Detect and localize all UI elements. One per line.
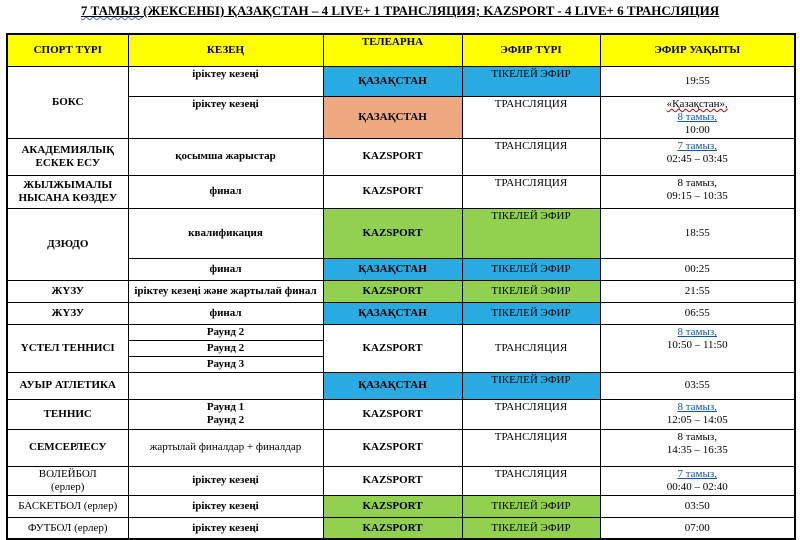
air-time-cell	[600, 208, 795, 258]
air-time-cell	[600, 517, 795, 539]
cell-line: KAZSPORT	[362, 150, 423, 163]
cell-line: ДЗЮДО	[47, 237, 89, 250]
cell-line: 8 тамыз,	[677, 430, 718, 443]
broadcast-type-cell	[462, 175, 600, 208]
air-time-cell	[600, 280, 795, 302]
stage-cell	[128, 208, 323, 258]
channel-cell	[323, 67, 462, 97]
cell-line: 19:55	[684, 75, 710, 88]
cell-line: қосымша жарыстар	[175, 150, 276, 163]
cell-line: ВОЛЕЙБОЛ	[38, 467, 97, 480]
time-line	[603, 140, 793, 153]
cell-line: ФУТБОЛ (ерлер)	[27, 521, 108, 534]
table-row	[7, 429, 795, 466]
channel-cell	[323, 495, 462, 517]
cell-line: 14:35 – 16:35	[666, 443, 728, 456]
table-row	[7, 138, 795, 175]
sport-cell	[7, 138, 128, 175]
cell-line: АУЫР АТЛЕТИКА	[19, 379, 116, 392]
column-header: ТЕЛЕАРНА	[323, 34, 462, 67]
stage-cell	[128, 324, 323, 340]
broadcast-type-cell	[462, 429, 600, 466]
table-row	[7, 372, 795, 399]
cell-line: ТІКЕЛЕЙ ЭФИР	[491, 284, 571, 297]
cell-line: 03:50	[684, 499, 710, 512]
stage-cell	[128, 340, 323, 356]
cell-line: финал	[209, 262, 242, 275]
broadcast-type-cell	[462, 517, 600, 539]
time-line	[603, 111, 793, 124]
air-time-cell	[600, 175, 795, 208]
sport-cell	[7, 67, 128, 139]
cell-line: KAZSPORT	[362, 499, 423, 512]
table-row	[7, 466, 795, 495]
stage-cell	[128, 517, 323, 539]
table-row	[7, 324, 795, 340]
cell-line: 06:55	[684, 306, 710, 319]
stage-cell	[128, 372, 323, 399]
cell-line: іріктеу кезеңі	[192, 474, 259, 487]
air-time-cell	[600, 466, 795, 495]
cell-line: 21:55	[684, 284, 710, 297]
time-line	[603, 401, 793, 414]
air-time-cell	[600, 97, 795, 139]
channel-cell	[323, 258, 462, 280]
sport-cell	[7, 302, 128, 324]
date-link[interactable]: 8 тамыз,	[677, 401, 718, 414]
broadcast-type-cell	[462, 97, 600, 139]
cell-line: ТРАНСЛЯЦИЯ	[494, 341, 568, 354]
table-row	[7, 208, 795, 258]
date-link[interactable]: 8 тамыз,	[677, 110, 718, 123]
broadcast-type-cell	[462, 258, 600, 280]
spellchecked-text: «Қазақстан»,	[666, 98, 728, 110]
date-link[interactable]: 8 тамыз,	[677, 325, 718, 338]
sport-cell	[7, 429, 128, 466]
broadcast-type-cell	[462, 324, 600, 372]
stage-cell	[128, 280, 323, 302]
broadcast-type-cell	[462, 399, 600, 429]
cell-line: финал	[209, 185, 242, 198]
sport-cell	[7, 280, 128, 302]
title-text: (ЖЕКСЕНБІ) ҚАЗАҚСТАН – 4 LIVE+ 1 ТРАНСЛЯЦИЯ; KAZSPORT - 4 LIVE+ 6 ТРАНСЛЯЦИЯ	[143, 3, 720, 18]
cell-line: ТРАНСЛЯЦИЯ	[494, 467, 568, 480]
broadcast-type-cell	[462, 372, 600, 399]
sport-cell	[7, 372, 128, 399]
table-body	[7, 67, 795, 540]
cell-line: СЕМСЕРЛЕСУ	[29, 441, 107, 454]
cell-line: 09:15 – 10:35	[666, 189, 728, 202]
cell-line: (ерлер)	[51, 480, 85, 493]
cell-line: ЕСКЕК ЕСУ	[35, 156, 101, 169]
broadcast-type-cell	[462, 466, 600, 495]
sport-cell	[7, 466, 128, 495]
cell-line: Раунд 1	[206, 401, 245, 414]
channel-cell	[323, 302, 462, 324]
air-time-cell	[600, 372, 795, 399]
air-time-cell	[600, 495, 795, 517]
channel-cell	[323, 399, 462, 429]
cell-line: ТІКЕЛЕЙ ЭФИР	[491, 306, 571, 319]
cell-line: БОКС	[52, 95, 84, 108]
cell-line: 10:50 – 11:50	[666, 338, 728, 351]
stage-cell	[128, 495, 323, 517]
cell-line: БАСКЕТБОЛ (ерлер)	[18, 499, 118, 512]
column-header: КЕЗЕҢ	[128, 34, 323, 67]
cell-line: 12:05 – 14:05	[666, 414, 728, 427]
document-title	[0, 3, 800, 18]
stage-cell	[128, 175, 323, 208]
channel-cell	[323, 372, 462, 399]
channel-cell	[323, 138, 462, 175]
table-header-row	[7, 34, 795, 67]
channel-cell	[323, 208, 462, 258]
cell-line: іріктеу кезеңі	[192, 521, 259, 534]
table-row	[7, 302, 795, 324]
cell-line: KAZSPORT	[362, 407, 423, 420]
table-row	[7, 517, 795, 539]
cell-line: 07:00	[684, 521, 710, 534]
table-row	[7, 280, 795, 302]
cell-line: ТІКЕЛЕЙ ЭФИР	[491, 499, 571, 512]
cell-line: ҮСТЕЛ ТЕННИСІ	[20, 341, 115, 354]
air-time-cell	[600, 429, 795, 466]
date-link[interactable]: 7 тамыз,	[677, 139, 718, 152]
stage-cell	[128, 67, 323, 97]
cell-line: KAZSPORT	[362, 284, 423, 297]
cell-line: іріктеу кезеңі	[192, 68, 259, 80]
cell-line: Раунд 2	[206, 325, 245, 338]
cell-line: ҚАЗАҚСТАН	[358, 306, 427, 319]
cell-line: 00:40 – 02:40	[666, 480, 728, 493]
cell-line: KAZSPORT	[362, 521, 423, 534]
stage-cell	[128, 399, 323, 429]
broadcast-type-cell	[462, 280, 600, 302]
cell-line: ЖҮЗУ	[51, 306, 84, 319]
cell-line: ТРАНСЛЯЦИЯ	[494, 176, 568, 189]
cell-line: ЖҮЗУ	[51, 284, 84, 297]
cell-line: Раунд 2	[206, 341, 245, 354]
stage-cell	[128, 429, 323, 466]
cell-line: ТРАНСЛЯЦИЯ	[494, 98, 568, 110]
sport-cell	[7, 208, 128, 280]
air-time-cell	[600, 138, 795, 175]
channel-cell	[323, 324, 462, 372]
broadcast-type-cell	[462, 302, 600, 324]
air-time-cell	[600, 324, 795, 372]
cell-line: ТРАНСЛЯЦИЯ	[494, 139, 568, 152]
broadcast-type-cell	[462, 208, 600, 258]
cell-line: ТРАНСЛЯЦИЯ	[494, 400, 568, 413]
cell-line: 00:25	[684, 262, 710, 275]
table-row	[7, 495, 795, 517]
cell-line: Раунд 2	[206, 414, 245, 427]
column-header: ЭФИР ТҮРІ	[462, 34, 600, 67]
sport-cell	[7, 517, 128, 539]
table-row	[7, 67, 795, 97]
cell-line: KAZSPORT	[362, 226, 423, 239]
sport-cell	[7, 175, 128, 208]
cell-line: Раунд 3	[206, 357, 245, 370]
air-time-cell	[600, 302, 795, 324]
cell-line: KAZSPORT	[362, 185, 423, 198]
cell-line: ҚАЗАҚСТАН	[358, 110, 427, 123]
broadcast-type-cell	[462, 67, 600, 97]
cell-line: KAZSPORT	[362, 341, 423, 354]
cell-line: ТІКЕЛЕЙ ЭФИР	[491, 262, 571, 275]
stage-cell	[128, 258, 323, 280]
table-row	[7, 175, 795, 208]
channel-cell	[323, 97, 462, 139]
cell-line: финал	[209, 306, 242, 319]
cell-line: 18:55	[684, 226, 710, 239]
cell-line: квалификация	[188, 226, 263, 239]
cell-line: 8 тамыз,	[677, 176, 718, 189]
stage-cell	[128, 97, 323, 139]
cell-line: жартылай финалдар + финалдар	[149, 441, 302, 454]
time-line	[603, 468, 793, 481]
air-time-cell	[600, 258, 795, 280]
cell-line: ТІКЕЛЕЙ ЭФИР	[491, 373, 571, 386]
channel-cell	[323, 517, 462, 539]
cell-line: KAZSPORT	[362, 441, 423, 454]
cell-line: 03:55	[684, 379, 710, 392]
cell-line: ТЕННИС	[43, 407, 92, 420]
cell-line: АКАДЕМИЯЛЫҚ	[21, 143, 115, 156]
cell-line: ЖЫЛЖЫМАЛЫ	[23, 178, 113, 191]
time-line	[603, 98, 793, 111]
cell-line: іріктеу кезеңі	[192, 98, 259, 110]
broadcast-type-cell	[462, 495, 600, 517]
cell-line: ҚАЗАҚСТАН	[358, 379, 427, 392]
broadcast-type-cell	[462, 138, 600, 175]
channel-cell	[323, 429, 462, 466]
stage-cell	[128, 302, 323, 324]
cell-line: ТРАНСЛЯЦИЯ	[494, 430, 568, 443]
stage-cell	[128, 466, 323, 495]
cell-line: 02:45 – 03:45	[666, 152, 728, 165]
broadcast-schedule-table	[6, 33, 796, 540]
stage-cell	[128, 138, 323, 175]
date-link[interactable]: 7 тамыз,	[677, 467, 718, 480]
cell-line: іріктеу кезеңі	[192, 499, 259, 512]
cell-line: ТІКЕЛЕЙ ЭФИР	[491, 209, 571, 222]
cell-line: 10:00	[684, 123, 710, 136]
sport-cell	[7, 495, 128, 517]
cell-line: ТІКЕЛЕЙ ЭФИР	[491, 68, 571, 80]
channel-cell	[323, 280, 462, 302]
channel-cell	[323, 175, 462, 208]
cell-line: ТІКЕЛЕЙ ЭФИР	[491, 521, 571, 534]
title-date: 7 ТАМЫЗ	[80, 3, 144, 18]
air-time-cell	[600, 399, 795, 429]
sport-cell	[7, 324, 128, 372]
column-header: ЭФИР УАҚЫТЫ	[600, 34, 795, 67]
cell-line: НЫСАНА КӨЗДЕУ	[18, 191, 118, 204]
channel-cell	[323, 466, 462, 495]
column-header: СПОРТ ТҮРІ	[7, 34, 128, 67]
header-row	[7, 34, 795, 67]
cell-line: KAZSPORT	[362, 474, 423, 487]
cell-line: ҚАЗАҚСТАН	[358, 262, 427, 275]
stage-cell	[128, 356, 323, 372]
time-line	[603, 326, 793, 339]
table-row	[7, 399, 795, 429]
sport-cell	[7, 399, 128, 429]
air-time-cell	[600, 67, 795, 97]
cell-line: ҚАЗАҚСТАН	[358, 75, 427, 88]
cell-line: іріктеу кезеңі және жартылай финал	[134, 284, 317, 297]
